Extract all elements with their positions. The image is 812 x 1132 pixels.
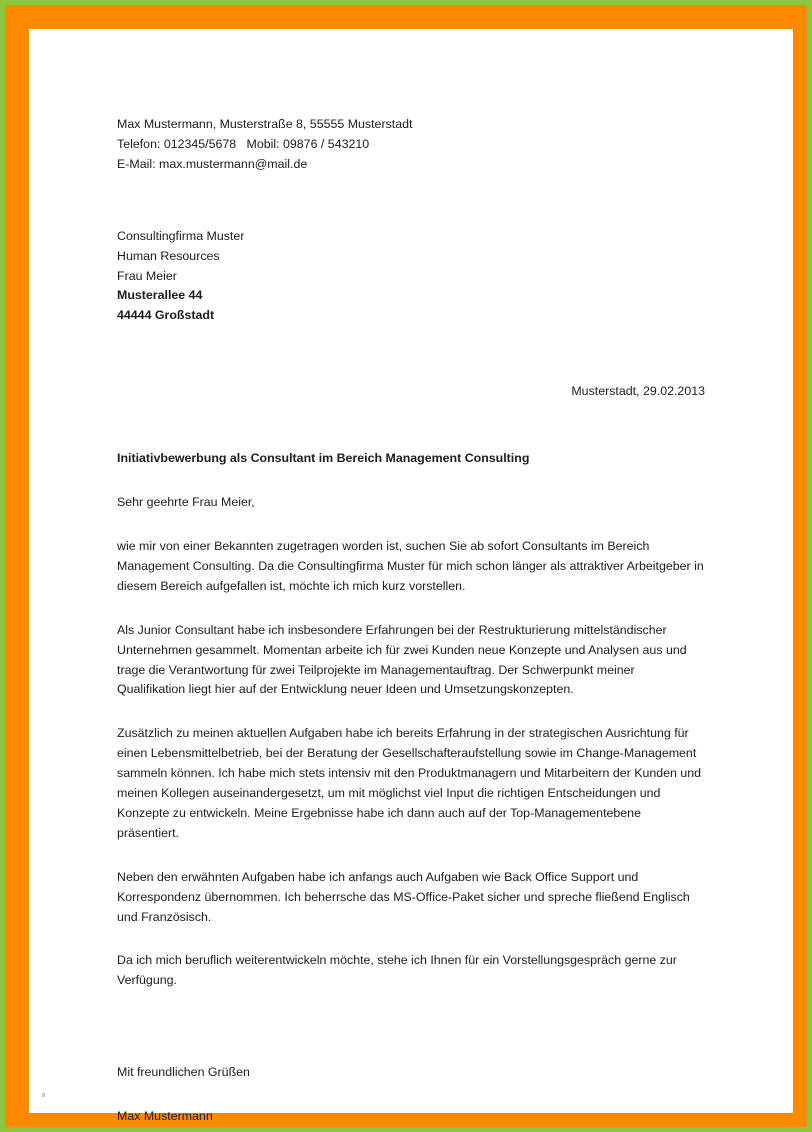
letter-page xyxy=(29,29,793,1124)
body-paragraph-1: wie mir von einer Bekannten zugetragen worden ist, suchen Sie ab sofort Consultants im Bereich Management Consulting. Da die Consultingfirma Muster für mich schon länger als attraktiver Arbeitgeber in diesem Bereich aufgefallen ist, möchte ich mich kurz vorstellen. xyxy=(117,538,704,593)
sender-line-3: E-Mail: max.mustermann@mail.de xyxy=(117,156,308,171)
sender-line-2: Telefon: 012345/5678 Mobil: 09876 / 543210 xyxy=(117,136,370,151)
subject-line: Initiativbewerbung als Consultant im Bereich Management Consulting xyxy=(117,451,530,466)
signature-name: Max Mustermann xyxy=(117,1109,213,1124)
recipient-department: Human Resources xyxy=(117,248,220,263)
recipient-street: Musterallee 44 xyxy=(117,288,203,303)
body-paragraph-4: Neben den erwähnten Aufgaben habe ich anfangs auch Aufgaben wie Back Office Support und Korrespondenz übernommen. Ich beherrsche das MS-Office-Paket sicher und spreche fließend Englisch und Französisch. xyxy=(117,869,690,924)
recipient-address-block xyxy=(117,227,705,327)
sender-address-block xyxy=(117,115,705,175)
sender-line-1: Max Mustermann, Musterstraße 8, 55555 Musterstadt xyxy=(117,117,413,131)
closing-phrase: Mit freundlichen Grüßen xyxy=(117,1065,250,1080)
inner-orange-border xyxy=(5,5,807,1127)
salutation: Sehr geehrte Frau Meier, xyxy=(117,495,255,510)
date-line: Musterstadt, 29.02.2013 xyxy=(571,384,705,399)
recipient-city: 44444 Großstadt xyxy=(117,308,215,323)
body-paragraph-5: Da ich mich beruflich weiterentwickeln möchte, stehe ich Ihnen für ein Vorstellungsgespräch gerne zur Verfügung. xyxy=(117,953,677,988)
letter-content xyxy=(117,115,705,1127)
body-paragraph-3: Zusätzlich zu meinen aktuellen Aufgaben habe ich bereits Erfahrung in der strategischen Ausrichtung für einen Lebensmittelbetrieb, bei der Beratung der Gesellschafteraufstellung sowie im Change-Management sammeln können. Ich habe mich stets intensiv mit den Produktmanagern und Mitarbeitern der Kunden und meinen Kollegen auseinandergesetzt, um mit möglichst viel Input die richtigen Entscheidungen und Konzepte zu entwickeln. Meine Ergebnisse habe ich dann auch auf der Top-Managementebene präsentiert. xyxy=(117,726,702,840)
body-paragraph-2: Als Junior Consultant habe ich insbesondere Erfahrungen bei der Restrukturierung mittelständischer Unternehmen gesammelt. Momentan arbeite ich für zwei Kunden neue Konzepte und Analysen aus und trage die Verantwortung für zwei Teilprojekte im Managementauftrag. Der Schwerpunkt meiner Qualifikation liegt hier auf der Entwicklung neuer Ideen und Umsetzungskonzepten. xyxy=(117,622,687,697)
scan-artifact xyxy=(42,1093,45,1097)
recipient-person: Frau Meier xyxy=(117,268,177,283)
recipient-company: Consultingfirma Muster xyxy=(117,228,245,243)
